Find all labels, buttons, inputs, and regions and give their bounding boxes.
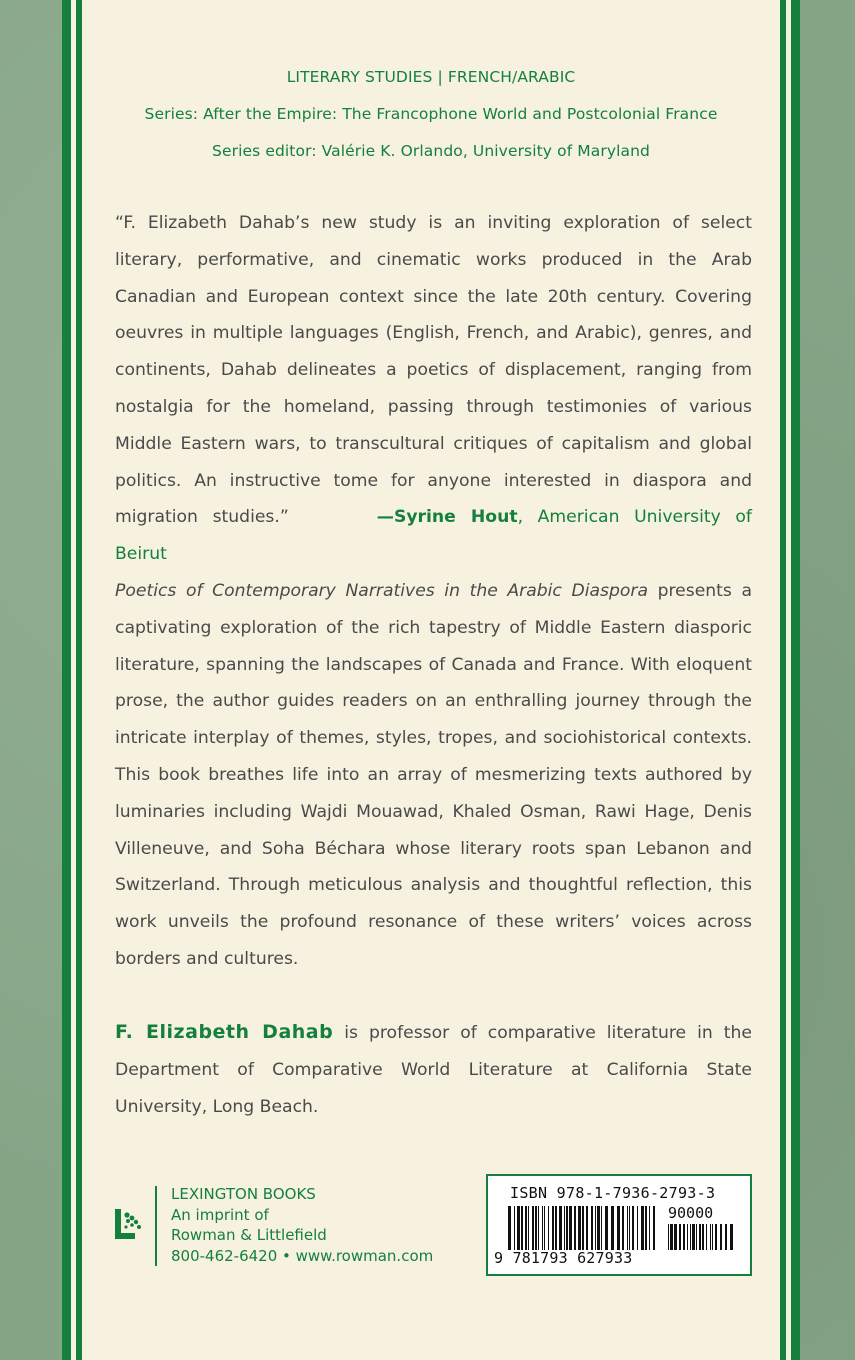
book-title: Poetics of Contemporary Narratives in the Arabic Diaspora xyxy=(115,581,648,601)
barcode-bar xyxy=(535,1206,537,1250)
barcode-bar xyxy=(517,1206,520,1250)
barcode-bar xyxy=(725,1224,727,1250)
isbn-number: ISBN 978-1-7936-2793-3 xyxy=(510,1184,716,1202)
barcode-bar xyxy=(574,1206,576,1250)
publisher-name: LEXINGTON BOOKS xyxy=(171,1185,316,1203)
right-border-stripe-outer xyxy=(791,0,800,1360)
attribution-name: Syrine Hout xyxy=(393,507,518,528)
barcode-bar xyxy=(715,1224,717,1250)
barcode-bar xyxy=(702,1224,704,1250)
barcode-bar xyxy=(521,1206,523,1250)
barcode-bar xyxy=(699,1224,701,1250)
barcode-bar xyxy=(641,1206,644,1250)
book-description xyxy=(115,573,752,978)
barcode-bar xyxy=(601,1206,602,1250)
barcode-bar xyxy=(687,1224,688,1250)
publisher-imprint-line1: An imprint of xyxy=(171,1205,269,1224)
barcode-bar xyxy=(559,1206,562,1250)
barcode-bar xyxy=(552,1206,554,1250)
barcode-bar xyxy=(597,1206,600,1250)
barcode-bar xyxy=(632,1206,634,1250)
barcode-bar xyxy=(582,1206,584,1250)
barcode-bar xyxy=(508,1206,511,1250)
category-line: LITERARY STUDIES | FRENCH/ARABIC xyxy=(286,68,576,86)
barcode-bar xyxy=(555,1206,557,1250)
isbn-barcode xyxy=(486,1174,752,1276)
attribution-dash: — xyxy=(376,507,394,528)
barcode-bar xyxy=(525,1206,527,1250)
barcode-bar xyxy=(645,1206,647,1250)
barcode-bar xyxy=(564,1206,565,1250)
barcode-bar xyxy=(528,1206,529,1250)
barcode-bar xyxy=(730,1224,733,1250)
price-code: 90000 xyxy=(668,1204,714,1222)
left-border-stripe-outer xyxy=(62,0,71,1360)
barcode-bar xyxy=(542,1206,543,1250)
barcode-bar xyxy=(578,1206,581,1250)
author-bio-text: is professor of comparative literature in the Department of Comparative World Literature at California State University, Long Beach. xyxy=(115,1023,753,1117)
ean-digits: 9 781793 627933 xyxy=(494,1249,633,1267)
publisher-info xyxy=(171,1184,433,1266)
barcode-bar xyxy=(679,1224,681,1250)
barcode-bar xyxy=(653,1206,655,1250)
description-text: presents a captivating exploration of the rich tapestry of Middle Eastern diasporic literature, spanning the landscapes of Canada and France. With eloquent prose, the author guides readers on an enthralling journey through the intricate interplay of themes, styles, tropes, and sociohistorical contexts. This book breathes life into an array of mesmerizing texts authored by luminaries including Wajdi Mouawad, Khaled Osman, Rawi Hage, Denis Villeneuve, and Soha Béchara whose literary roots span Lebanon and Switzerland. Through meticulous analysis and thoughtful reflection, this work unveils the profound resonance of these writers’ voices across borders and cultures. xyxy=(115,581,752,969)
publisher-divider xyxy=(155,1186,157,1266)
barcode-bar xyxy=(670,1224,673,1250)
barcode-bar xyxy=(514,1206,515,1250)
author-name: F. Elizabeth Dahab xyxy=(115,1021,334,1043)
barcode-bar xyxy=(712,1224,713,1250)
attribution-institution: , American University of Beirut xyxy=(115,507,752,565)
series-line: Series: After the Empire: The Francophone World and Postcolonial France xyxy=(144,105,718,123)
barcode-bar xyxy=(617,1206,620,1250)
barcode-bar xyxy=(569,1206,572,1250)
barcode-bar xyxy=(690,1224,691,1250)
barcode-bar xyxy=(538,1206,539,1250)
lexington-logo-icon xyxy=(113,1207,145,1241)
author-bio xyxy=(115,1014,752,1125)
series-editor-line: Series editor: Valérie K. Orlando, University of Maryland xyxy=(212,142,650,160)
barcode-bar xyxy=(566,1206,568,1250)
barcode-bar xyxy=(692,1224,695,1250)
barcode-bar xyxy=(674,1224,677,1250)
barcode-bar xyxy=(544,1206,545,1250)
quote-text: “F. Elizabeth Dahab’s new study is an inviting exploration of select literary, performative, and cinematic works produced in the Arab Canadian and European context since the late 20th century. Covering oeuvres in multiple languages (English, French, and Arabic), genres, and continents, Dahab delineates a poetics of displacement, ranging from nostalgia for the homeland, passing through testimonies of various Middle Eastern wars, to transcultural critiques of capitalism and global politics. An instructive tome for anyone interested in diaspora and migration studies.” xyxy=(115,213,752,528)
barcode-bar xyxy=(586,1206,588,1250)
price-barcode-bars xyxy=(668,1224,734,1250)
barcode-bar xyxy=(696,1224,697,1250)
barcode-bar xyxy=(595,1206,596,1250)
barcode-bar xyxy=(706,1224,707,1250)
barcode-bar xyxy=(532,1206,534,1250)
ean-barcode-bars xyxy=(508,1206,658,1250)
barcode-bar xyxy=(710,1224,711,1250)
barcode-bar xyxy=(622,1206,624,1250)
barcode-bar xyxy=(605,1206,608,1250)
publisher-imprint-line2: Rowman & Littlefield xyxy=(171,1226,327,1244)
barcode-bar xyxy=(627,1206,628,1250)
endorsement-quote xyxy=(115,205,752,573)
barcode-bar xyxy=(683,1224,685,1250)
barcode-bar xyxy=(720,1224,722,1250)
barcode-bar xyxy=(637,1206,638,1250)
barcode-bar xyxy=(668,1224,669,1250)
barcode-bar xyxy=(629,1206,630,1250)
barcode-bar xyxy=(548,1206,549,1250)
barcode-bar xyxy=(591,1206,593,1250)
publisher-contact: 800-462-6420 • www.rowman.com xyxy=(171,1246,434,1265)
barcode-bar xyxy=(611,1206,614,1250)
barcode-bar xyxy=(649,1206,650,1250)
